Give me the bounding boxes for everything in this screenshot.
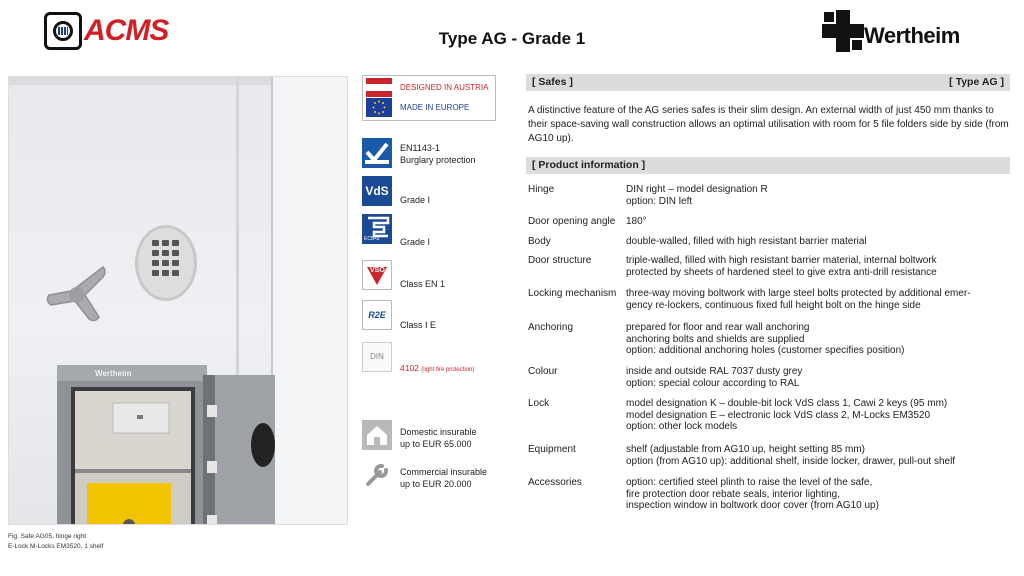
r2e-icon: R2E [362,300,392,330]
spec-label: Locking mechanism [528,288,617,299]
designed-in-austria: DESIGNED IN AUSTRIA [400,83,489,92]
spec-value-line: option: special colour according to RAL [626,377,800,389]
spec-value-line: inspection window in boltwork door cover (from AG10 up) [626,500,879,511]
spec-value-line: anchoring bolts and shields are supplied [626,333,805,345]
spec-value-line: inside and outside RAL 7037 dusty grey [626,366,803,377]
spec-label: Hinge [528,184,555,195]
spec-label: Colour [528,366,558,377]
spec-label: Body [528,236,551,247]
spec-value-line: three-way moving boltwork with large steel bolts protected by additional emer- [626,288,971,299]
spec-value-line: option (from AG10 up): additional shelf, inside locker, drawer, pull-out shelf [626,455,956,467]
spec-value-line: option: DIN left [626,195,693,207]
ecbs-grade-label: Grade I [400,237,431,247]
eu-flag-icon [366,98,392,117]
page-title: Type AG - Grade 1 [438,29,586,48]
spec-value-line: protected by sheets of hardened steel to give extra anti-drill resistance [626,266,937,278]
spec-value-line: gency re-lockers, continuous fixed full height bolt on the hinge side [626,299,921,311]
spec-label: Accessories [528,477,582,488]
domestic-insurable-line1: Domestic insurable [400,427,477,437]
photo-caption-line2: E-Lock M-Locks EM3520, 1 shelf [8,543,104,550]
din-icon: DIN [362,342,392,372]
spec-value [626,444,1016,467]
spec-value-line: 180° [626,216,647,227]
spec-label: Door structure [528,255,592,266]
din-4102-label: 4102 (light fire protection) [400,363,475,373]
spec-value [626,255,1016,278]
spec-value-line: option: certified steel plinth to raise the level of the safe, [626,477,873,488]
spec-value-line: option: other lock models [626,421,738,432]
safe-brand-label: Wertheim [95,369,132,378]
en1143-icon [362,138,392,168]
spec-value [626,184,1016,207]
r2e-class-label: Class I E [400,320,437,330]
spec-label: Anchoring [528,322,574,333]
spec-value-line: prepared for floor and rear wall anchoring [626,322,810,333]
made-in-europe: MADE IN EUROPE [400,103,470,112]
en1143-label: EN1143-1 [400,143,440,153]
safes-section-header: [ Safes ] [ Type AG ] [526,74,1010,91]
spec-label: Door opening angle [528,216,616,227]
spec-value-line: shelf (adjustable from AG10 up, height setting 85 mm) [626,444,866,455]
burglary-protection-label: Burglary protection [400,155,476,165]
commercial-insurable-line2: up to EUR 20.000 [400,479,472,489]
vds-grade-label: Grade I [400,195,431,205]
spec-label: Equipment [528,444,576,455]
spec-value-line: model designation K – double-bit lock VdS class 1, Cawi 2 keys (95 mm) [626,398,948,409]
spec-value-line: DIN right – model designation R [626,184,768,195]
domestic-insurable-line2: up to EUR 65.000 [400,439,472,449]
wertheim-logo: Wertheim [864,23,960,48]
spec-value [626,236,1016,248]
wrench-icon [362,460,392,490]
acms-logo: ACMS [84,14,169,47]
keypad-icon [135,225,197,301]
ecbs-icon: ECB•S [362,214,392,244]
spec-value [626,288,1016,311]
intro-paragraph: A distinctive feature of the AG series safes is their slim design. An external width of just 450 mm thanks to their space-saving wall construction allows an optimal utilisation with room for 5 file folders side by side (from AG10 up). [528,105,1009,144]
spec-value-line: triple-walled, filled with high resistant barrier material, internal boltwork [626,255,937,266]
spec-value [626,216,1016,228]
spec-value-line: model designation E – electronic lock VdS class 2, M-Locks EM3520 [626,409,931,421]
spec-value [626,322,1016,357]
vso-icon: VSO [362,260,392,290]
handle-icon [45,265,109,325]
vso-class-label: Class EN 1 [400,279,446,289]
spec-value-line: fire protection door rebate seals, interior lighting, [626,488,841,500]
spec-label: Lock [528,398,550,409]
product-information-header: [ Product information ] [526,157,1010,174]
vds-icon: VdS [362,176,392,206]
commercial-insurable-line1: Commercial insurable [400,467,488,477]
spec-value-line: double-walled, filled with high resistant barrier material [626,236,867,247]
photo-caption-line1: Fig. Safe AG05, hinge right [8,533,87,540]
spec-value [626,477,1016,512]
spec-value [626,366,1016,389]
austria-flag-icon [366,78,392,97]
spec-value [626,398,1016,433]
product-photo [8,76,348,525]
house-icon [362,420,392,450]
wertheim-logo-mark [822,10,864,52]
spec-value-line: option: additional anchoring holes (customer specifies position) [626,345,905,356]
open-safe-image [53,365,313,525]
